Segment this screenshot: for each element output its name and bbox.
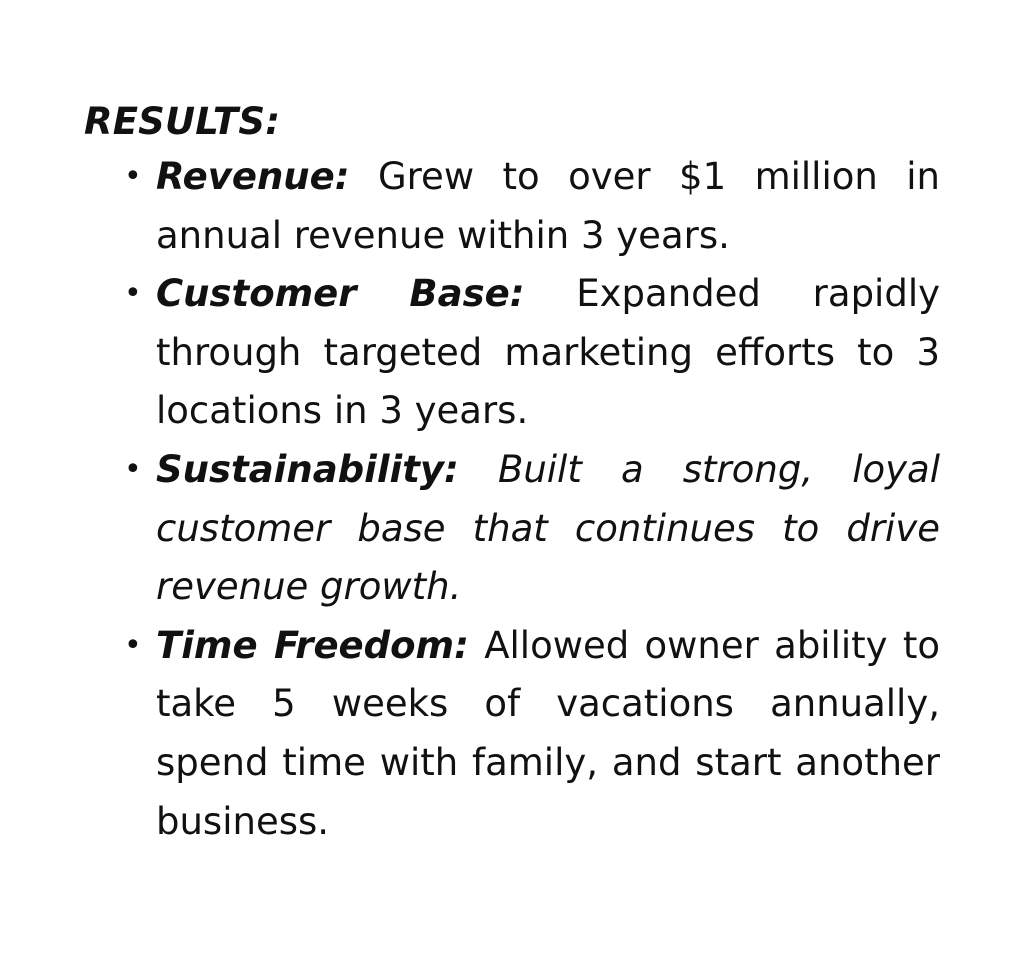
result-label: Revenue:: [156, 155, 350, 198]
results-list: [84, 148, 940, 851]
result-text: Allowed owner ability to take 5 weeks of vacations annually, spend time with family, and start another business.: [156, 623, 940, 843]
result-text: Built a strong, loyal customer base that continues to drive revenue growth.: [156, 447, 940, 609]
result-item-customer-base: [84, 265, 940, 441]
result-item-sustainability: [84, 441, 940, 617]
bullet-icon: •: [124, 627, 142, 663]
result-item-revenue: [84, 148, 940, 265]
result-text: Expanded rapidly through targeted marketing efforts to 3 locations in 3 years.: [156, 272, 940, 433]
results-document: [84, 96, 940, 851]
bullet-icon: •: [124, 276, 142, 312]
results-heading: RESULTS:: [84, 100, 281, 143]
bullet-icon: •: [124, 451, 142, 487]
result-label: Sustainability:: [156, 447, 459, 491]
result-item-time-freedom: [84, 617, 940, 851]
result-label: Time Freedom:: [156, 623, 469, 667]
result-text: Grew to over $1 million in annual revenue within 3 years.: [156, 155, 940, 257]
result-label: Customer Base:: [156, 272, 525, 316]
bullet-icon: •: [124, 159, 142, 194]
